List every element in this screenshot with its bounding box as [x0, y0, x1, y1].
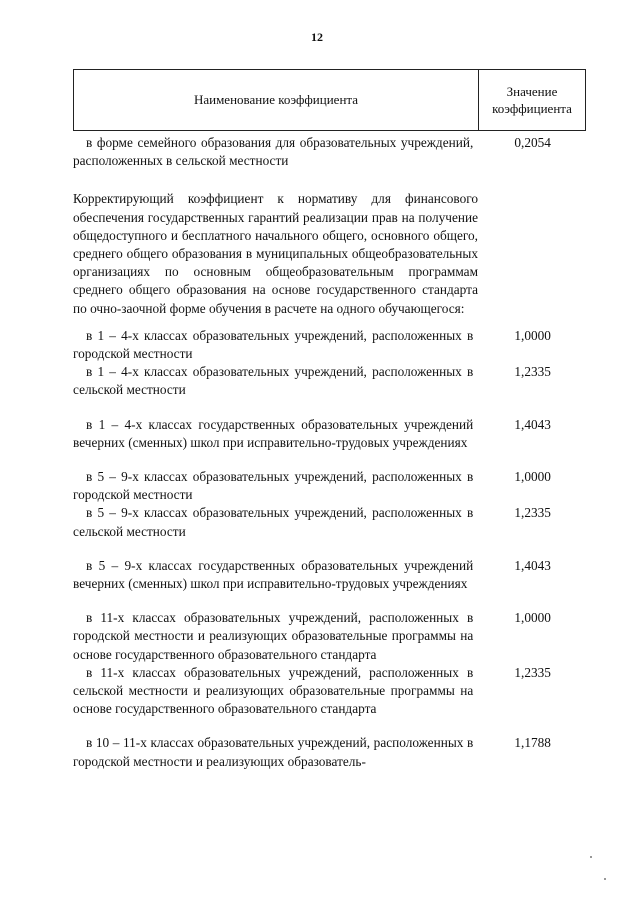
- coefficient-name: в 5 – 9-х классах образовательных учреждений, расположенных в сельской местности: [73, 505, 474, 539]
- coefficient-value: 1,2335: [514, 664, 551, 680]
- coefficient-name: в 5 – 9-х классах образовательных учреждений, расположенных в городской местности: [73, 469, 474, 503]
- coefficient-name: в 11-х классах образовательных учреждений, расположенных в сельской местности и реализующих образовательные программы на основе государственного образовательного стандарта: [73, 664, 474, 717]
- page-number: 12: [311, 30, 323, 44]
- table-row: [73, 468, 586, 504]
- coefficient-name: в 1 – 4-х классах образовательных учреждений, расположенных в городской местности: [73, 327, 474, 362]
- coefficient-value: 1,2335: [514, 364, 551, 380]
- coefficient-name: в форме семейного образования для образовательных учреждений, расположенных в сельской местности: [73, 135, 474, 169]
- section-intro: Корректирующий коэффициент к нормативу для финансового обеспечения государственных гарантий реализации прав на получение общедоступного и бесплатного начального общего, основного общего, среднего общего образования в муниципальных общеобразовательных организациях по основным общеобразовательным программам среднего общего образования на основе государственного стандарта по очно-заочной форме обучения в расчете на одного обучающегося:: [73, 191, 478, 316]
- coefficient-value: 1,4043: [514, 557, 551, 573]
- coefficient-name: в 11-х классах образовательных учреждений, расположенных в городской местности и реализующих образовательные программы на основе государственного образовательного стандарта: [73, 610, 474, 662]
- table-row: [73, 416, 586, 452]
- table-row: [73, 134, 586, 170]
- coefficient-value: 1,1788: [514, 735, 551, 751]
- table-row: [73, 327, 586, 363]
- table-row: [73, 664, 586, 719]
- table-row: [73, 609, 586, 664]
- coefficient-name: в 5 – 9-х классах государственных образовательных учреждений вечерних (сменных) школ при исправительно-трудовых учреждениях: [73, 557, 474, 592]
- coefficient-name: в 10 – 11-х классах образовательных учреждений, расположенных в городской местности и реализующих образователь-: [73, 735, 474, 769]
- table-row: [73, 363, 586, 399]
- table-row: [73, 504, 586, 540]
- coefficient-value: 1,0000: [514, 469, 551, 485]
- coefficient-value: 1,0000: [514, 327, 551, 343]
- coefficient-value: 1,2335: [514, 505, 551, 521]
- coefficient-value: 0,2054: [514, 135, 551, 150]
- table-body: [73, 134, 586, 771]
- table-header: [73, 69, 586, 131]
- coefficient-name: в 1 – 4-х классах образовательных учреждений, расположенных в сельской местности: [73, 364, 474, 398]
- table-row: [73, 557, 586, 593]
- column-header-value: Значение коэффициента: [492, 84, 572, 116]
- coefficient-value: 1,4043: [514, 416, 551, 432]
- coefficient-name: в 1 – 4-х классах государственных образовательных учреждений вечерних (сменных) школ при исправительно-трудовых учреждениях: [73, 416, 474, 450]
- table-row: [73, 734, 586, 770]
- scan-specks: [586, 850, 616, 890]
- coefficient-value: 1,0000: [514, 610, 551, 626]
- column-header-name: Наименование коэффициента: [74, 70, 479, 130]
